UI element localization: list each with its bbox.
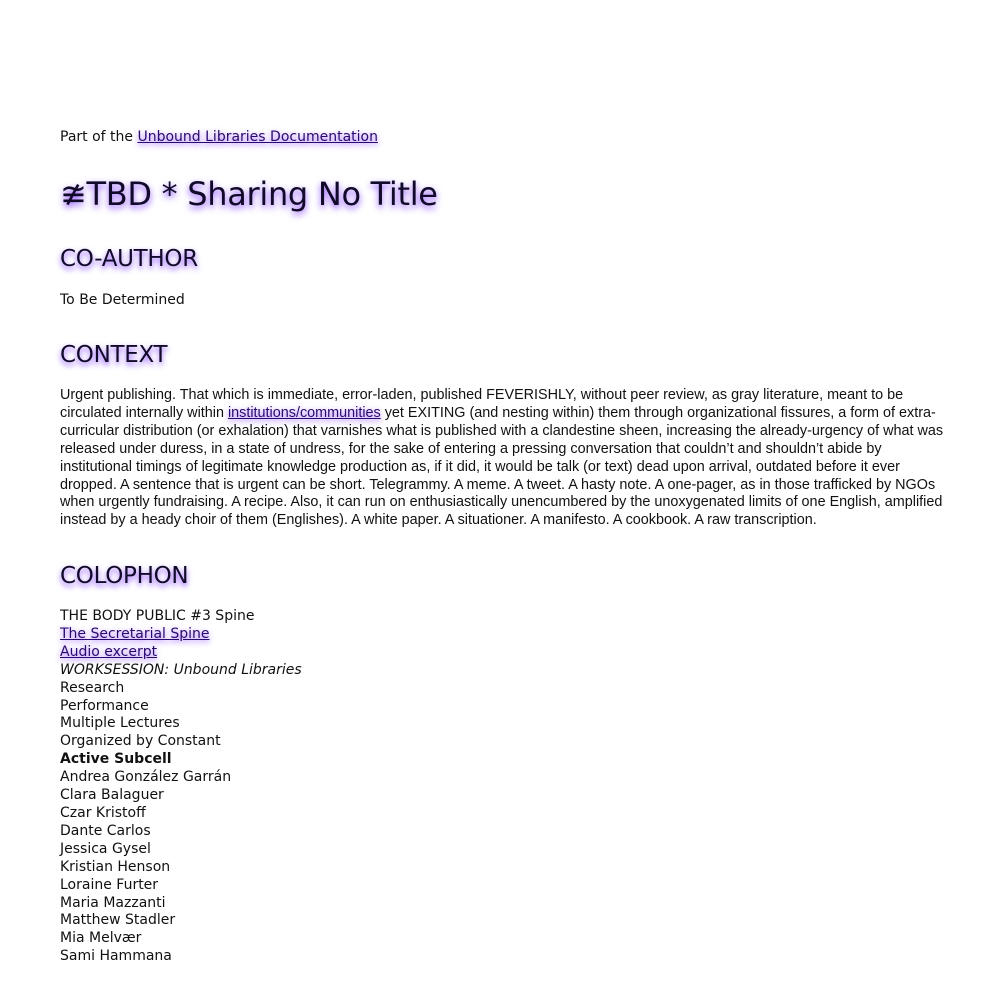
colophon-member: Clara Balaguer xyxy=(60,787,164,804)
colophon-member: Kristian Henson xyxy=(60,858,171,875)
context-text-before-link: Urgent publishing. That which is immediate, error-laden, published FEVERISHLY, without peer review, as gray literature, meant to be circulated internally within xyxy=(60,387,904,421)
colophon-member: Loraine Furter xyxy=(60,876,159,893)
colophon-spine: THE BODY PUBLIC #3 Spine xyxy=(60,608,255,624)
colophon-worksession: WORKSESSION: Unbound Libraries xyxy=(60,661,302,678)
colophon-organizer: Organized by Constant xyxy=(60,733,221,750)
colophon-subcell-heading: Active Subcell xyxy=(60,751,172,768)
colophon-format: Research xyxy=(60,679,125,696)
coauthor-heading: CO-AUTHOR xyxy=(60,246,198,272)
colophon-link-item xyxy=(60,644,302,662)
breadcrumb-link[interactable]: Unbound Libraries Documentation xyxy=(137,129,378,145)
colophon-member: Czar Kristoff xyxy=(60,804,146,821)
context-text-after-link: yet EXITING (and nesting within) them through organizational fissures, a form of extra-curricular distribution (or exhalation) that varnishes what is published with a clandestine sheen, increasing the already-urgency of what was released under duress, in a state of undress, for the sake of entering a pressing conversation that couldn’t and shouldn’t abide by institutional timings of legitimate knowledge production as, if it did, it would be talk (or text) dead upon arrival, outdated before it ever dropped. A sentence that is urgent can be short. Telegrammy. A meme. A tweet. A hasty note. A one-pager, as in those trafficked by NGOs when urgently fundraising. A recipe. Also, it can run on enthusiastically unencumbered by the unoxygenated limits of one English, amplified instead by a heady choir of them (Englishes). A white paper. A situationer. A manifesto. A cookbook. A raw transcription. xyxy=(60,404,944,529)
colophon-member: Sami Hammana xyxy=(60,948,172,965)
colophon-member: Andrea González Garrán xyxy=(60,769,232,786)
colophon-link-item xyxy=(60,626,302,644)
colophon-member: Maria Mazzanti xyxy=(60,894,166,911)
breadcrumb xyxy=(60,128,378,146)
colophon-member: Jessica Gysel xyxy=(60,840,151,857)
page-title: ≇TBD * Sharing No Title xyxy=(60,175,438,213)
coauthor-value: To Be Determined xyxy=(60,292,185,308)
context-paragraph xyxy=(60,387,944,530)
colophon-member: Mia Melvær xyxy=(60,930,142,947)
colophon-format: Performance xyxy=(60,697,149,714)
context-heading: CONTEXT xyxy=(60,342,168,368)
audio-excerpt-link[interactable]: Audio excerpt xyxy=(60,643,158,660)
context-link[interactable]: institutions/communities xyxy=(227,404,381,421)
colophon-member: Dante Carlos xyxy=(60,822,151,839)
colophon-heading: COLOPHON xyxy=(60,563,189,589)
colophon-list xyxy=(60,608,302,966)
colophon-format: Multiple Lectures xyxy=(60,715,180,732)
breadcrumb-prefix: Part of the xyxy=(60,129,138,145)
colophon-member: Matthew Stadler xyxy=(60,912,176,929)
secretarial-spine-link[interactable]: The Secretarial Spine xyxy=(60,625,210,642)
